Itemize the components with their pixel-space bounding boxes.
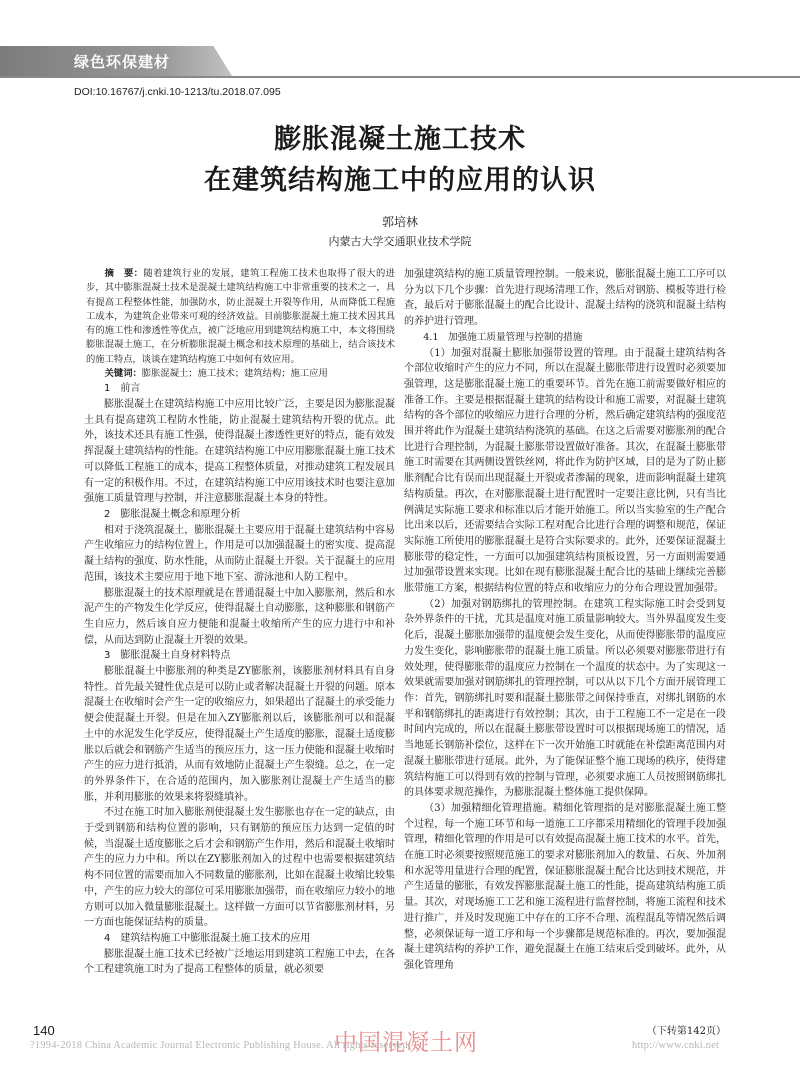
body-paragraph: 加强建筑结构的施工质量管理控制。一般来说，膨胀混凝土施工工序可以分为以下几个步骤：首先进行现场清理工作，然后对钢筋、模板等进行检查，最后对于膨胀混凝土的配合比设计、混凝土结构的浇筑和混凝土结构的养护进行管理。 bbox=[404, 269, 726, 328]
keywords-label: 关键词： bbox=[104, 368, 142, 380]
keywords-paragraph bbox=[86, 367, 395, 381]
left-column bbox=[84, 267, 395, 978]
body-paragraph: （1）加强对混凝土膨胀加强带设置的管理。由于混凝土建筑结构各个部位收缩时产生的应力不同，所以在混凝土膨胀带进行设置时必须要加强管理，这是膨胀混凝土施工的重要环节。首先在施工前需要做好相应的准备工作。主要是根据混凝土建筑的结构设计和施工需要，对混凝土建筑结构的各个部位的收缩应力进行合理的分析，然后确定建筑结构的强度范围并将此作为混凝土建筑结构浇筑的基础。在这之后需要对膨胀剂的配合比进行合理控制，为混凝土膨胀带设置做好准备。其次，在混凝土膨胀带施工时需要在其两侧设置铁丝网，将此作为防护区域，目的是为了防止膨胀剂配合比有误而出现混凝土开裂或者渗漏的现象，进而影响混凝土建筑结构质量。再次，在对膨胀混凝土进行配置时一定要注意比例，只有当比例满足实际施工要求和标准以后才能开始施工。所以当实验室的生产配合比出来以后，还需要结合实际工程对配合比进行合理的调整和规范，保证实际施工所使用的膨胀混凝土是符合实际要求的。此外，还要保证混凝土膨胀带的稳定性，一方面可以加强建筑结构顶板设置，另一方面则需要通过加强带设置来实现。比如在现有膨胀混凝土配合比的基础上继续完善膨胀带施工方案，根据结构位置的特点和收缩应力的分布合理设置加强带。 bbox=[404, 347, 726, 595]
abstract-text: 随着建筑行业的发展，建筑工程施工技术也取得了很大的进步，其中膨胀混凝土技术是混凝土建筑结构施工中非常重要的技术之一，具有提高工程整体性能，加强防水，防止混凝土开裂等作用，从而降低工程施工成本，为建筑企业带来可观的经济效益。目前膨胀混凝土施工技术因其具有的施工性和渗透性等优点，被广泛地应用到建筑结构施工中，本文将围绕膨胀混凝土施工，在分析膨胀混凝土概念和技术原理的基础上，结合该技术的施工特点，谈谈在建筑结构施工中如何有效应用。 bbox=[86, 268, 395, 365]
section-header-bar bbox=[0, 46, 800, 78]
right-column bbox=[404, 267, 726, 974]
body-paragraph: （3）加强精细化管理措施。精细化管理指的是对膨胀混凝土施工整个过程，每一个施工环节和每一道施工工序都采用精细化的管理手段加强管理，精细化管理的作用是可以有效提高混凝土施工技术的水平。首先，在施工时必须要按照规范施工的要求对膨胀剂加入的数量、石灰、外加剂和水泥等用量进行合理的配置，保证膨胀混凝土配合比达到技术规范，并产生适量的膨胀，有效发挥膨胀混凝土施工的性能，提高建筑结构施工质量。其次，对现场施工工艺和施工流程进行监督控制，将施工流程和技术进行推广，并及时发现施工中存在的工序不合理、流程混乱等情况然后调整，必须保证每一道工序和每一个步骤都是规范标准的。再次，要加强混凝土建筑结构的养护工作，避免混凝土在施工结束后受到破坏。此外，从强化管理角 bbox=[404, 802, 726, 971]
abstract-paragraph bbox=[86, 267, 395, 367]
author-affiliation: 内蒙古大学交通职业技术学院 bbox=[328, 235, 472, 248]
body-paragraph: 膨胀混凝土施工技术已经被广泛地运用到建筑工程施工中去，在各个工程建筑施工时为了提高工程整体的质量，就必须要 bbox=[84, 948, 395, 976]
section-heading: 3 膨胀混凝土自身材料特点 bbox=[104, 650, 231, 662]
subsection-heading: 4.1 加强施工质量管理与控制的措施 bbox=[423, 331, 583, 343]
abstract-label: 摘 要： bbox=[104, 268, 144, 279]
article-title-line-2: 在建筑结构施工中的应用的认识 bbox=[204, 165, 596, 196]
body-paragraph: （2）加强对钢筋绑扎的管理控制。在建筑工程实际施工时会受到复杂外界条件的干扰，尤其是温度对施工质量影响较大。当外界温度发生变化后，混凝土膨胀加强带的温度便会发生变化，从而使得膨胀带的温度应力发生变化，影响膨胀带的混凝土施工质量。所以必须要对膨胀带进行有效处理，使得膨胀带的温度应力控制在一个温度的状态中。为了实现这一效果就需要加强对钢筋绑扎的管理控制，可以从以下几个方面开展管理工作：首先，钢筋绑扎时要和混凝土膨胀带之间保持垂直，对绑扎钢筋的水平和钢筋绑扎的距离进行有效控制；其次，由于工程施工不一定是在一段时间内完成的，所以在混凝土膨胀带设置时可以根据现场施工的情况，适当地延长钢筋补偿位，这样在下一次开始施工时就能在补偿距离范围内对混凝土膨胀带进行延展。此外，为了能保证整个施工现场的秩序，使得建筑结构施工可以得到有效的控制与管理，必须要求施工人员按照钢筋绑扎的具体要求规范操作，为膨胀混凝土整体施工提供保障。 bbox=[404, 598, 726, 799]
body-paragraph: 相对于浇筑混凝土，膨胀混凝土主要应用于混凝土建筑结构中容易产生收缩应力的结构位置上，作用是可以加强混凝土的密实度、提高混凝土结构的强度、防水性能，从而防止混凝土开裂。关于混凝土的应用范围，该技术主要应用于地下地下室、游泳池和人防工程中。 bbox=[84, 524, 395, 583]
section-heading: 4 建筑结构施工中膨胀混凝土施工技术的应用 bbox=[104, 932, 311, 944]
section-heading: 2 膨胀混凝土概念和原理分析 bbox=[104, 509, 241, 520]
left-body bbox=[84, 381, 395, 978]
right-body bbox=[404, 267, 726, 974]
body-paragraph: 膨胀混凝土中膨胀剂的种类是ZY膨胀剂，该膨胀剂材料具有自身特性。首先最关键性优点是可以防止或者解决混凝土开裂的问题。原本混凝土在收缩时会产生一定的收缩应力，如果超出了混凝土的承受能力便会使混凝土开裂。但是在加入ZY膨胀剂以后，该膨胀剂可以和混凝土中的水泥发生化学反应，使得混凝土产生适度的膨胀，混凝土适度膨胀以后就会和钢筋产生适当的预应压力，这一压力使能和混凝土收缩时产生的应力进行抵消，从而有效地防止混凝土产生裂缝。总之，在一定的外界条件下，在合适的范围内，加入膨胀剂让混凝土产生适当的膨胀，并利用膨胀的效果来将裂缝填补。 bbox=[84, 666, 395, 803]
keywords-text: 膨胀混凝土；施工技术；建筑结构；施工应用 bbox=[141, 368, 328, 380]
copyright-footer: ?1994-2018 China Academic Journal Electronic Publishing House. All rights reserved. bbox=[30, 1040, 411, 1051]
article-title-line-1: 膨胀混凝土施工技术 bbox=[274, 124, 526, 155]
body-paragraph: 不过在施工时加入膨胀剂使混凝土发生膨胀也存在一定的缺点，由于受到钢筋和结构位置的影响，只有钢筋的预应压力达到一定值的时候，当混凝土适度膨胀之后才会和钢筋产生作用，然后和混凝土收缩时产生的应力力中和。所以在ZY膨胀剂加入的过程中也需要根据建筑结构不同位置的需要而加入不同数量的膨胀剂，比如在混凝土收缩比较集中，产生的应力较大的部位可采用膨胀加强带，而在收缩应力较小的地方则可以加入微量膨胀混凝土。这样做一方面可以节省膨胀剂材料，另一方面也能保证结构的质量。 bbox=[84, 807, 395, 929]
author-name: 郭培林 bbox=[381, 215, 418, 229]
footer-url: http://www.cnki.net bbox=[632, 1040, 720, 1051]
body-paragraph: 膨胀混凝土在建筑结构施工中应用比较广泛，主要是因为膨胀混凝土具有提高建筑工程防水性能，防止混凝土建筑结构开裂的优点。此外，该技术还具有施工性强，使得混凝土渗透性更好的特点，能有效发挥混凝土建筑结构的性能。在建筑结构施工中应用膨胀混凝土施工技术可以降低工程施工的成本，提高工程整体质量，对推动建筑工程发展具有一定的积极作用。不过，在建筑结构施工中应用该技术时也要注意加强施工质量管理与控制，并注意膨胀混凝土本身的特性。 bbox=[84, 399, 395, 505]
doi: DOI:10.16767/j.cnki.10-1213/tu.2018.07.095 bbox=[74, 86, 281, 98]
abstract-block bbox=[84, 267, 395, 381]
section-heading: 1 前言 bbox=[104, 383, 141, 395]
continued-note: （下转第142页） bbox=[646, 1026, 726, 1037]
watermark-logo: 中国混凝土网 bbox=[334, 1030, 478, 1056]
body-paragraph: 膨胀混凝土的技术原理就是在普通混凝土中加入膨胀剂，然后和水泥产生的产物发生化学反应，使得混凝土自动膨胀，这种膨胀和钢筋产生自应力，然后该自应力便能和混凝土收缩所产生的应力进行中和补偿，从而达到防止混凝土开裂的效果。 bbox=[84, 587, 395, 646]
section-label: 绿色环保建材 bbox=[74, 53, 171, 71]
page-number: 140 bbox=[33, 1023, 55, 1038]
